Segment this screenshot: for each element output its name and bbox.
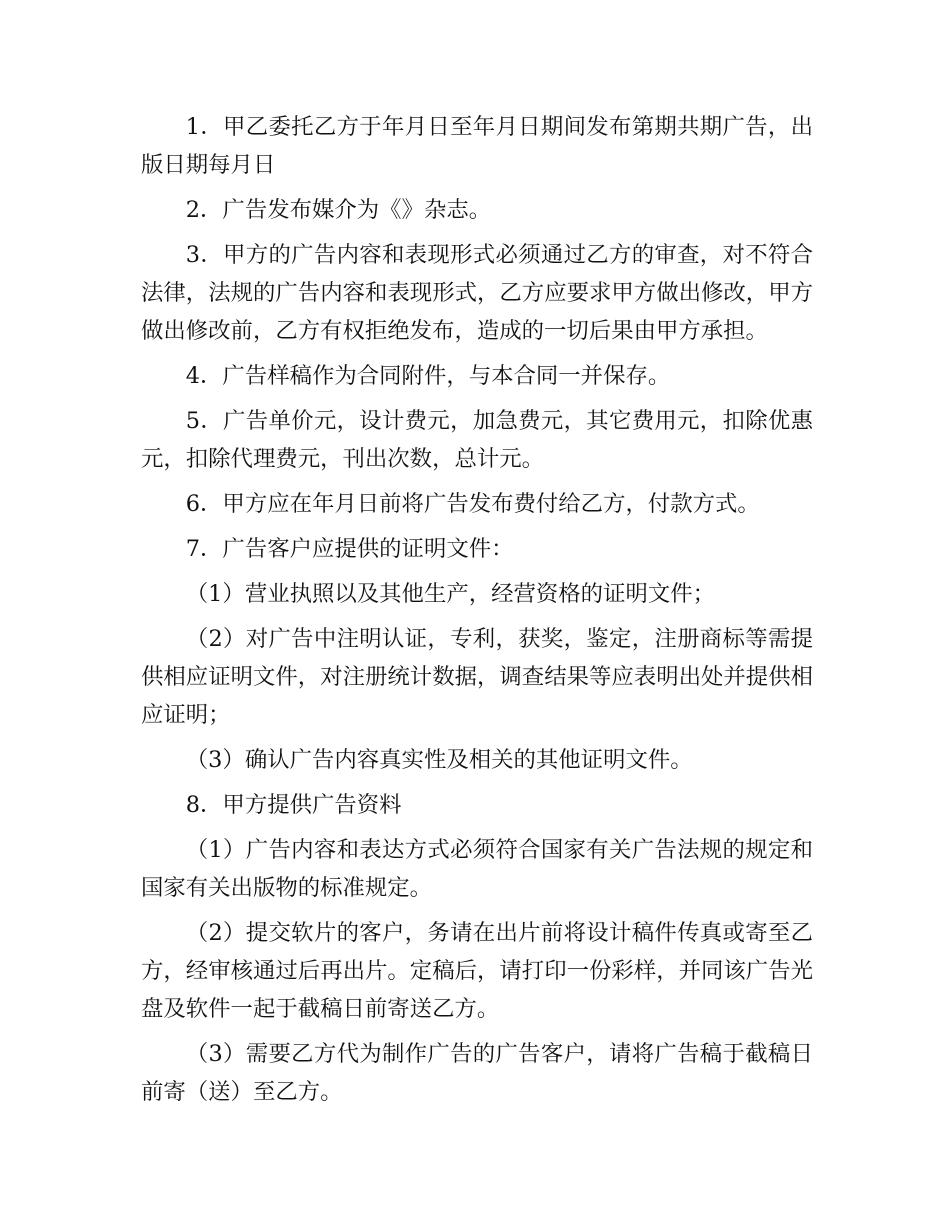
clause-5: 5．广告单价元，设计费元，加急费元，其它费用元，扣除优惠元，扣除代理费元，刊出次数，总计元。 [141,408,813,472]
clause-7-item-1: （1）营业执照以及其他生产，经营资格的证明文件； [185,581,716,607]
clause-8-item-2: （2）提交软片的客户，务请在出片前将设计稿件传真或寄至乙方，经审核通过后再出片。定稿后，请打印一份彩样，并同该广告光盘及软件一起于截稿日前寄送乙方。 [141,920,813,1022]
clause-8-item-3: （3）需要乙方代为制作广告的广告客户，请将广告稿于截稿日前寄（送）至乙方。 [141,1041,813,1105]
clause-7-item-2: （2）对广告中注明认证，专利，获奖，鉴定，注册商标等需提供相应证明文件，对注册统计数据，调查结果等应表明出处并提供相应证明； [141,626,813,728]
clause-7: 7．广告客户应提供的证明文件： [185,536,514,562]
clause-3: 3．甲方的广告内容和表现形式必须通过乙方的审查，对不符合法律，法规的广告内容和表现形式，乙方应要求甲方做出修改，甲方做出修改前，乙方有权拒绝发布，造成的一切后果由甲方承担。 [141,242,813,344]
clause-6: 6．甲方应在年月日前将广告发布费付给乙方，付款方式。 [185,491,760,517]
clause-8: 8．甲方提供广告资料 [185,792,402,818]
clause-1: 1．甲乙委托乙方于年月日至年月日期间发布第期共期广告，出版日期每月日 [141,114,813,178]
clause-8-item-1: （1）广告内容和表达方式必须符合国家有关广告法规的规定和国家有关出版物的标准规定。 [141,837,813,901]
document-body [141,108,813,1118]
clause-7-item-3: （3）确认广告内容真实性及相关的其他证明文件。 [185,747,693,773]
clause-2: 2．广告发布媒介为《》杂志。 [185,197,492,223]
clause-4: 4．广告样稿作为合同附件，与本合同一并保存。 [185,363,671,389]
